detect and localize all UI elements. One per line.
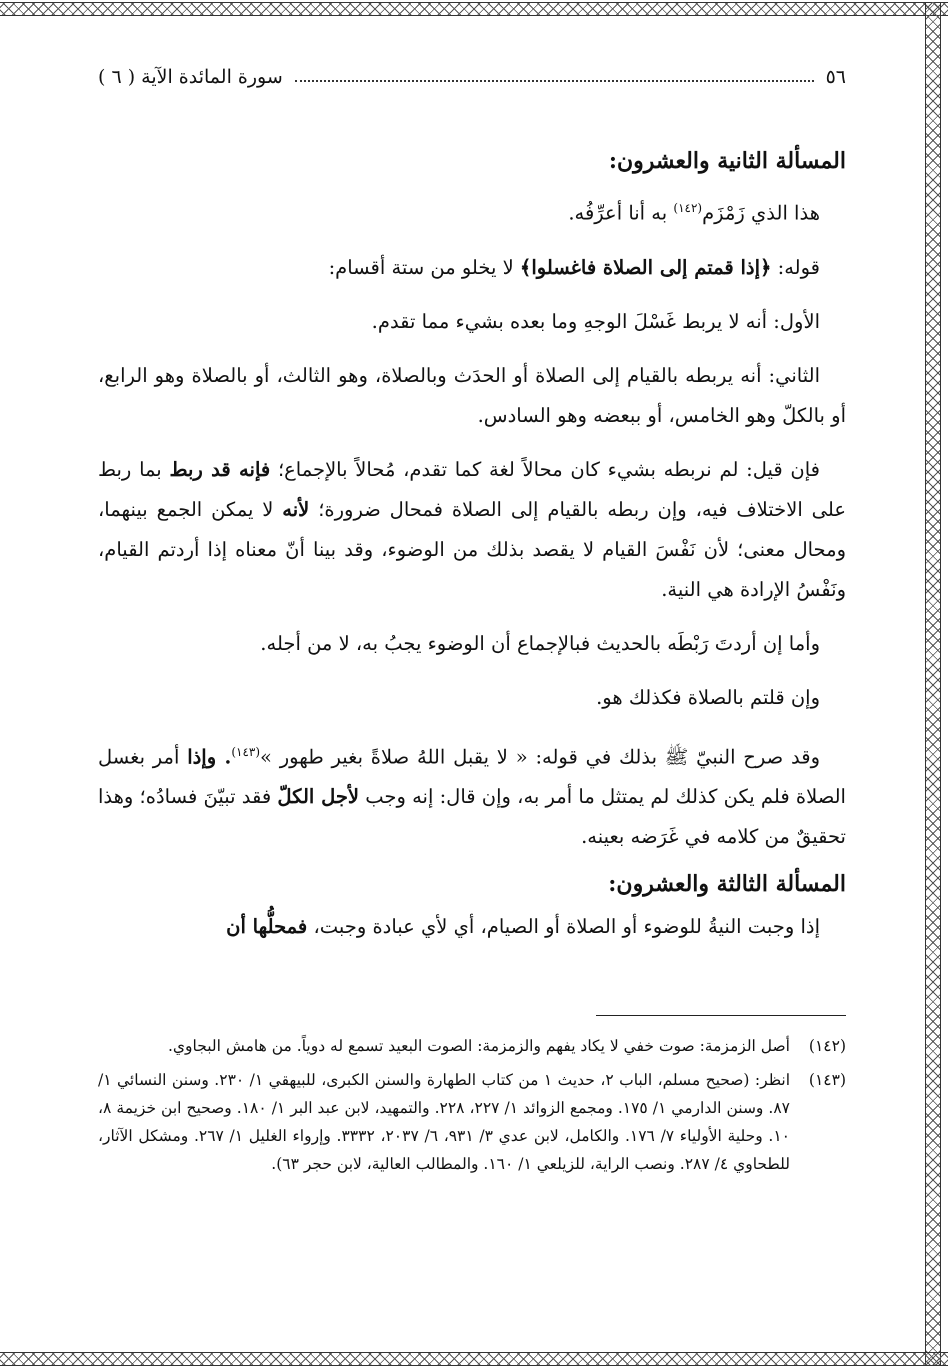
paragraph-6: وأما إن أردتَ رَبْطَه بالحديث فبالإجماع أن الوضوء يجبُ به، لا من أجله. [260, 631, 820, 655]
footnote-ref-142[interactable]: (١٤٢) [673, 201, 703, 215]
paragraph-5-text-c: بما ربط على الاختلاف فيه، وإن ربطه بالقيام إلى الصلاة فمحال ضرورة؛ [98, 457, 846, 521]
paragraph-4: الثاني: أنه يربطه بالقيام إلى الصلاة أو الحدَث وبالصلاة، وهو الثالث، أو بالصلاة وهو الرابع، أو بالكلّ وهو الخامس، أو ببعضه وهو السادس. [98, 363, 846, 427]
section-heading-23: المسألة الثالثة والعشرون: [608, 871, 846, 897]
paragraph-5-bold-d: لأنه [282, 497, 310, 521]
footnotes [98, 1032, 846, 1184]
page-body [98, 60, 846, 961]
decorative-border-right [925, 2, 941, 1366]
running-head [98, 60, 846, 94]
paragraph-8-bold-b: . وإذا [187, 745, 232, 768]
paragraph-5-text-e: لا يمكن الجمع بينهما، ومحال معنى؛ لأن نَفْسَ القيام لا يقصد بذلك من الوضوء، وقد بينا أنّ معناه إذا أردتم القيام، ونَفْسُ الإرادة هي النية. [98, 497, 846, 601]
decorative-border-bottom [0, 1352, 948, 1366]
paragraph-8-bold-d: لأجل الكلّ [277, 785, 360, 808]
section-heading-22: المسألة الثانية والعشرون: [608, 148, 846, 174]
paragraph-2 [98, 248, 846, 288]
paragraph-8-text-a: وقد صرح النبيّ ﷺ بذلك في قوله: « لا يقبل اللهُ صلاةً بغير طهور » [260, 745, 820, 768]
paragraph-5-text-a: فإن قيل: لم نربطه بشيء كان محالاً لغة كما تقدم، مُحالاً بالإجماع؛ [270, 457, 820, 481]
page-number: ٥٦ [825, 66, 846, 88]
paragraph-9 [98, 907, 846, 947]
paragraph-2-text: قوله: [771, 255, 820, 279]
footnote-143 [98, 1066, 846, 1178]
leader-dots [295, 72, 814, 82]
paragraph-3: الأول: أنه لا يربط غَسْلَ الوجهِ وما بعده بشيء مما تقدم. [371, 309, 820, 333]
footnote-text: انظر: (صحيح مسلم، الباب ٢، حديث ١ من كتاب الطهارة والسنن الكبرى، للبيهقي ١/ ٢٣٠. وسنن النسائي ١/ ٨٧. وسنن الدارمي ١/ ١٧٥. ومجمع الزوائد ١/ ٢٢٧، ٢٢٨. والتمهيد، لابن عبد البر ١/ ١٨٠. وصحيح ابن خزيمة ٨، ١٠. وحلية الأولياء ٧/ ١٧٦. والكامل، لابن عدي ٣/ ٩٣١، ٦/ ٢٠٣٧، ٣٣٣٢. وإرواء الغليل ١/ ٢٦٧. ومشكل الآثار، للطحاوي ٤/ ٢٨٧. ونصب الراية، للزيلعي ١/ ١٦٠. والمطالب العالية، لابن حجر ٦٣). [98, 1071, 791, 1173]
paragraph-5-bold-b: فإنه قد ربط [169, 457, 271, 481]
footnote-number: (١٤٣) [808, 1071, 846, 1089]
paragraph-1-text-end: به أنا أعرِّفُه. [568, 201, 674, 225]
footnote-ref-143[interactable]: (١٤٣) [231, 744, 261, 759]
decorative-border-top [0, 2, 948, 16]
quran-verse: ﴿إذا قمتم إلى الصلاة فاغسلوا﴾ [519, 255, 772, 279]
paragraph-8-text-e: فقد تبيّنَ فسادُه؛ وهذا تحقيقٌ من كلامه في غَرَضه بعينه. [98, 785, 846, 848]
paragraph-8-text-c: أمر بغسل الصلاة فلم يكن كذلك لم يمتثل ما أمر به، وإن قال: إنه وجب [98, 745, 846, 808]
paragraph-7: وإن قلتم بالصلاة فكذلك هو. [596, 685, 820, 709]
footnote-text: أصل الزمزمة: صوت خفي لا يكاد يفهم والزمزمة: الصوت البعيد تسمع له دوياً. من هامش البجاوي. [167, 1037, 790, 1055]
footnote-number: (١٤٢) [808, 1037, 846, 1055]
paragraph-9-text-a: إذا وجبت النيةُ للوضوء أو الصلاة أو الصيام، أي لأي عبادة وجبت، [307, 915, 820, 938]
paragraph-1-text: هذا الذي زَمْزَم [702, 201, 820, 225]
footnote-separator [596, 1015, 846, 1016]
paragraph-5 [98, 450, 846, 610]
running-title: سورة المائدة الآية ( ٦ ) [98, 66, 283, 88]
footnote-142 [98, 1032, 846, 1060]
paragraph-1 [98, 188, 846, 234]
paragraph-2-text-end: لا يخلو من ستة أقسام: [328, 255, 520, 279]
paragraph-9-bold-b: فمحلُّها أن [226, 915, 308, 938]
paragraph-8 [98, 732, 846, 858]
